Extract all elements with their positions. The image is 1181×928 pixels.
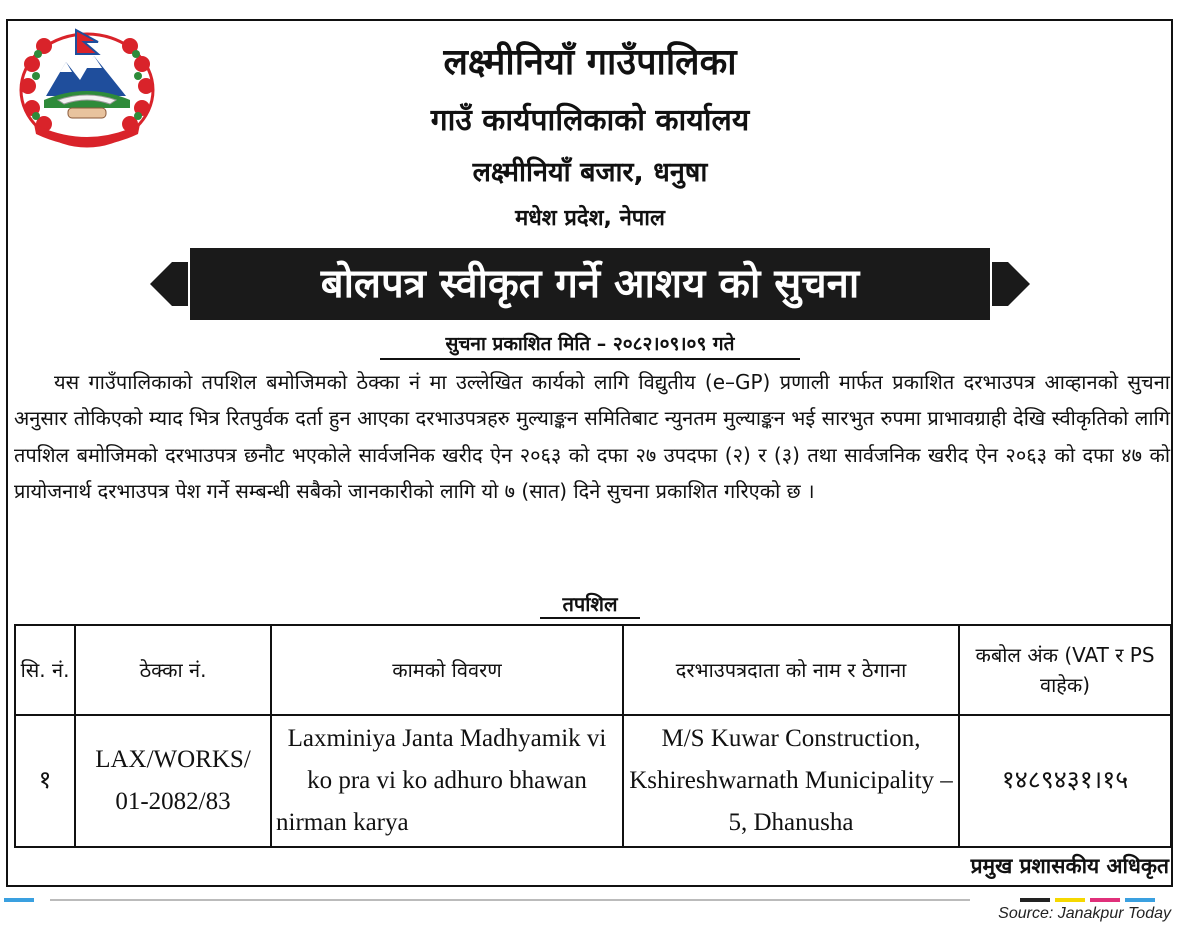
print-color-bar (4, 898, 34, 902)
table-row (15, 715, 1171, 847)
province-name: मधेश प्रदेश, नेपाल (515, 206, 665, 231)
header-bid-amount: कबोल अंक (VAT र PS वाहेक) (959, 625, 1171, 715)
table-header-row (15, 625, 1171, 715)
office-address: लक्ष्मीनियाँ बजार, धनुषा (472, 157, 708, 188)
details-table (14, 624, 1172, 848)
cell-work-description: Laxminiya Janta Madhyamik vi ko pra vi ko adhuro bhawan nirman karya (271, 715, 623, 847)
notice-body: यस गाउँपालिकाको तपशिल बमोजिमको ठेक्का नं मा उल्लेखित कार्यको लागि विद्युतीय (e–GP) प्रणाली मार्फत प्रकाशित दरभाउपत्र आव्हानको सुचना अनुसार तोकिएको म्याद भित्र रितपुर्वक दर्ता हुन आएका दरभाउपत्रहरु मुल्याङ्कन समितिबाट न्युनतम मुल्याङ्कन भई सारभुत रुपमा प्राभावग्राही देखि स्वीकृतिको लागि तपशिल बमोजिमको दरभाउपत्र छनौट भएकोले सार्वजनिक खरीद ऐन २०६३ को दफा २७ उपदफा (२) र (३) तथा सार्वजनिक खरीद ऐन २०६३ को दफा ४७ को प्रायोजनार्थ दरभाउपत्र पेश गर्ने सम्बन्धी सबैको जानकारीको लागि यो ७ (सात) दिने सुचना प्रकाशित गरिएको छ । (14, 370, 1170, 504)
print-color-bar (1055, 898, 1085, 902)
print-divider (50, 899, 970, 901)
office-name: गाउँ कार्यपालिकाको कार्यालय (430, 103, 750, 138)
municipality-name: लक्ष्मीनियाँ गाउँपालिका (443, 42, 737, 83)
print-color-bar (1020, 898, 1050, 902)
cell-contract-no: LAX/WORKS/ 01-2082/83 (75, 715, 271, 847)
print-color-bar (1125, 898, 1155, 902)
notice-title: बोलपत्र स्वीकृत गर्ने आशय को सुचना (320, 261, 860, 307)
cell-bidder: M/S Kuwar Construction, Kshireshwarnath Municipality – 5, Dhanusha (623, 715, 959, 847)
notice-title-banner (150, 248, 1030, 320)
print-color-bar (1090, 898, 1120, 902)
cell-bid-amount: १४८९४३१।१५ (959, 715, 1171, 847)
header-work-description: कामको विवरण (271, 625, 623, 715)
nepal-emblem-icon (14, 24, 160, 150)
published-date: सुचना प्रकाशित मिति – २०८२।०९।०९ गते (380, 330, 800, 360)
header-contract-no: ठेक्का नं. (75, 625, 271, 715)
header-bidder-name-address: दरभाउपत्रदाता को नाम र ठेगाना (623, 625, 959, 715)
header-serial-no: सि. नं. (15, 625, 75, 715)
signatory-title: प्रमुख प्रशासकीय अधिकृत (970, 854, 1169, 878)
cell-serial-no: १ (15, 715, 75, 847)
details-heading: तपशिल (540, 590, 640, 619)
source-credit: Source: Janakpur Today (998, 905, 1171, 922)
